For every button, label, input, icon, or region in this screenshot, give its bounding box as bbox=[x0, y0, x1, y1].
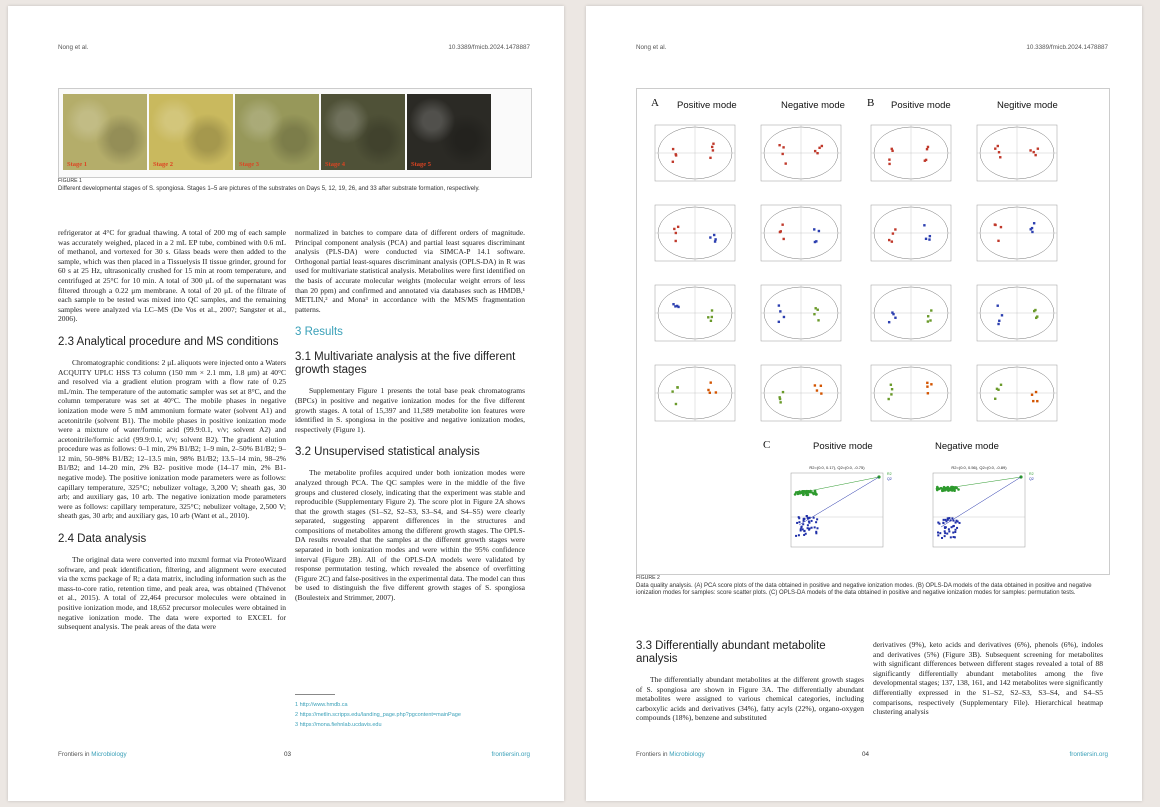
q2-point bbox=[808, 522, 810, 524]
q2-point bbox=[957, 521, 959, 523]
q2-point bbox=[944, 535, 946, 537]
footer-journal-name: Microbiology bbox=[669, 751, 705, 758]
q2-point bbox=[954, 531, 956, 533]
q2-point bbox=[950, 536, 952, 538]
q2-point bbox=[945, 519, 947, 521]
figure-label: FIGURE 2 bbox=[636, 575, 660, 581]
footnote-link[interactable]: 3 https://mona.fiehnlab.ucdavis.edu bbox=[295, 722, 382, 728]
running-header-doi: 10.3389/fmicb.2024.1478887 bbox=[448, 44, 530, 51]
q2-point bbox=[937, 531, 939, 533]
q2-point bbox=[951, 517, 953, 519]
r2-point bbox=[936, 489, 939, 492]
right-column bbox=[873, 640, 1103, 717]
legend-q2: Q2 bbox=[887, 477, 892, 481]
permutation-plot-negative bbox=[919, 461, 1039, 557]
score-plot bbox=[641, 277, 741, 351]
q2-point bbox=[955, 529, 957, 531]
right-column bbox=[295, 228, 525, 603]
score-plot bbox=[963, 277, 1063, 351]
q2-point bbox=[800, 528, 802, 530]
q2-point bbox=[816, 518, 818, 520]
panel-a-negative-title: Negative mode bbox=[781, 100, 845, 111]
section-heading: 3.3 Differentially abundant metabolite analysis bbox=[636, 640, 826, 665]
figure-label: FIGURE 1 bbox=[58, 178, 82, 184]
r2-point bbox=[943, 488, 946, 491]
q2-point bbox=[815, 532, 817, 534]
stage-4-photo bbox=[321, 94, 405, 170]
page-number: 04 bbox=[862, 751, 870, 758]
q2-point bbox=[948, 528, 950, 530]
permutation-title: R2=(0.0, 0.17), Q2=(0.0, -0.75) bbox=[809, 465, 865, 470]
panel-b-positive-title: Positive mode bbox=[891, 100, 951, 111]
r2-point bbox=[949, 489, 952, 492]
q2-point bbox=[955, 522, 957, 524]
q2-point bbox=[807, 524, 809, 526]
legend-r2: R2 bbox=[887, 472, 892, 476]
stage-label: Stage 3 bbox=[239, 161, 260, 168]
paragraph: Supplementary Figure 1 presents the total base peak chromatograms (BPCs) in positive and negative ionization modes for the five different growth stages. A total of 15,397 and 11,589 metabolite ion features were identified in S. spongiosa in the positive and negative ionization modes, respectively (Figure 1). bbox=[295, 386, 525, 434]
stage-label: Stage 1 bbox=[67, 161, 88, 168]
q2-point bbox=[946, 533, 948, 535]
q2-point bbox=[948, 517, 950, 519]
running-header-author: Nong et al. bbox=[58, 44, 89, 51]
q2-point bbox=[798, 534, 800, 536]
score-plot bbox=[857, 357, 957, 431]
stage-1-photo bbox=[63, 94, 147, 170]
section-heading-results: 3 Results bbox=[295, 326, 343, 339]
r2-point bbox=[794, 493, 797, 496]
legend-q2: Q2 bbox=[1029, 477, 1034, 481]
panel-c-positive-title: Positive mode bbox=[813, 441, 873, 452]
r2-point bbox=[815, 493, 818, 496]
q2-point bbox=[952, 532, 954, 534]
figure-caption-text: Different developmental stages of S. spongiosa. Stages 1–5 are pictures of the substrates on Days 5, 12, 19, 26, and 33 after substrate formation, respectively. bbox=[58, 185, 480, 192]
panel-c-label: C bbox=[763, 439, 771, 451]
footer-journal bbox=[58, 751, 127, 758]
q2-point bbox=[813, 517, 815, 519]
q2-point bbox=[802, 528, 804, 530]
q2-point bbox=[811, 520, 813, 522]
panel-c-negative-title: Negative mode bbox=[935, 441, 999, 452]
score-plot bbox=[747, 197, 847, 271]
score-plot bbox=[641, 197, 741, 271]
q2-point bbox=[802, 523, 804, 525]
q2-point bbox=[941, 537, 943, 539]
page-4 bbox=[586, 6, 1142, 801]
q2-point bbox=[944, 532, 946, 534]
q2-point bbox=[806, 515, 808, 517]
permutation-plot-positive bbox=[777, 461, 897, 557]
footer-site-link[interactable]: frontiersin.org bbox=[491, 751, 530, 758]
stage-label: Stage 5 bbox=[411, 161, 432, 168]
q2-point bbox=[817, 527, 819, 529]
section-heading: 3.1 Multivariate analysis at the five different growth stages bbox=[295, 351, 516, 377]
legend-r2: R2 bbox=[1029, 472, 1034, 476]
q2-point bbox=[953, 525, 955, 527]
page-number: 03 bbox=[284, 751, 292, 758]
score-plot bbox=[747, 117, 847, 191]
paragraph: The original data were converted into mzxml format via ProteoWizard software, and peak identification, filtering, and alignment were executed via the xcms package of R; a data matrix, including information such as the mass-to-core ratio, retention time, and peak area, was obtained (Thévenot et al., 2015). A total of 22,464 precursor molecules were obtained in positive ionization mode, and 18,652 precursor molecules were obtained in negative ionization mode. The data were exported to EXCEL for subsequent analysis. The peak areas of the data were bbox=[58, 555, 286, 632]
permutation-title: R2=(0.0, 0.56), Q2=(0.0, -0.89) bbox=[951, 465, 1007, 470]
q2-point bbox=[943, 519, 945, 521]
footer-site-link[interactable]: frontiersin.org bbox=[1069, 751, 1108, 758]
section-heading: 3.2 Unsupervised statistical analysis bbox=[295, 446, 480, 459]
q2-point bbox=[811, 527, 813, 529]
score-plot bbox=[963, 357, 1063, 431]
paragraph: refrigerator at 4°C for gradual thawing. A total of 200 mg of each sample was accurately weighed, placed in a 2 mL EP tube, combined with 0.6 mL of methanol, and vortexed for 30 s. Glass beads were then added to the sample, which was then placed in a Tissuelysis II tissue grinder, ground for 60 s at 25 Hz, ultrasonically crushed for 15 min at room temperature, and centrifuged at 25°C for 10 min. A total of 300 μL of the supernatant was filtered through a 0.22 μm membrane. A total of 20 μL of the filtrate of each sample to be tested was mixed into QC samples, and the remaining samples were analyzed via LC–MS (De Vos et al., 2007; Sangster et al., 2006). bbox=[58, 228, 286, 324]
r2-point bbox=[936, 486, 939, 489]
q2-point bbox=[939, 532, 941, 534]
q2-point bbox=[796, 522, 798, 524]
score-plot bbox=[857, 277, 957, 351]
r2-point bbox=[812, 493, 815, 496]
panel-a-label: A bbox=[651, 97, 659, 109]
q2-point bbox=[942, 522, 944, 524]
left-column bbox=[58, 228, 286, 632]
paragraph: The metabolite profiles acquired under both ionization modes were analyzed through PCA. The QC samples were in the middle of the five groups and clustered closely, indicating that the experiment was stable and reproducible (Supplementary Figure 2). The score plot in Figure 2A shows that the growth stages (S1–S2, S2–S3, S3–S4, and S4–S5) were clearly separated, suggesting apparent differences in the structures and compositions of metabolites among the different growth stages. The OPLS-DA results revealed that the samples at the different growth stages were separated in both ionization modes and were within the 95% confidence interval (Figure 2B). All of the OPLS-DA models were validated by response permutation testing, which revealed the absence of overfitting (Figure 2C) and false-positives in the experimental data. The model can thus be used to distinguish the five different growth stages of S. spongiosa (Boulesteix and Strimmer, 2007). bbox=[295, 468, 525, 603]
footnote-divider bbox=[295, 694, 335, 695]
q2-point bbox=[803, 518, 805, 520]
r2-point bbox=[805, 493, 808, 496]
q2-point bbox=[948, 530, 950, 532]
stage-label: Stage 4 bbox=[325, 161, 346, 168]
q2-point bbox=[807, 517, 809, 519]
stage-3-photo bbox=[235, 94, 319, 170]
paragraph: derivatives (9%), keto acids and derivatives (6%), phenols (6%), indoles and derivatives (5%) (Figure 3B). Subsequent screening for metabolites with significant differences between different stages revealed a total of 88 significantly differentially abundant metabolites among the five developmental stages; 137, 138, 161, and 142 metabolites were significantly differentially expressed in the S1–S2, S2–S3, S3–S4, and S4–S5 comparisons, respectively (Supplementary File). Hierarchical heatmap clustering analysis bbox=[873, 640, 1103, 717]
score-plot bbox=[747, 357, 847, 431]
footer-journal bbox=[636, 751, 705, 758]
q2-point bbox=[803, 534, 805, 536]
q2-point bbox=[815, 521, 817, 523]
score-plot bbox=[857, 117, 957, 191]
q2-point bbox=[956, 527, 958, 529]
figure-1-caption bbox=[58, 178, 528, 193]
q2-point bbox=[798, 517, 800, 519]
section-heading: 2.3 Analytical procedure and MS conditions bbox=[58, 335, 279, 348]
paragraph: normalized in batches to compare data of different orders of magnitude. Principal component analysis (PCA) and partial least squares discriminant analysis (PLS-DA) were conducted via SIMCA-P 14.1 software. Orthogonal partial least-squares discriminant analysis (OPLS-DA) in R was used for multivariate statistical analysis. Metabolites were first identified on the basis of accurate molecular weights (molecular weight errors of less than 20 ppm) and confirmed and annotated via databases such as HMDB,¹ METLIN,² and Mona³ in accordance with the MS/MS fragmentation patterns. bbox=[295, 228, 525, 314]
running-header-doi: 10.3389/fmicb.2024.1478887 bbox=[1026, 44, 1108, 51]
footnote-link[interactable]: 1 http://www.hmdb.ca bbox=[295, 702, 348, 708]
score-plot bbox=[963, 117, 1063, 191]
q2-point bbox=[795, 535, 797, 537]
paragraph: The differentially abundant metabolites at the different growth stages of S. spongiosa are shown in Figure 3A. The differentially abundant metabolites were assigned to various chemical categories, including carboxylic acids and derivatives (34%), fatty acyls (22%), organo-oxygen compounds (18%), benzene and substituted bbox=[636, 675, 864, 723]
r2-point bbox=[951, 488, 954, 491]
q2-point bbox=[944, 527, 946, 529]
running-header-author: Nong et al. bbox=[636, 44, 667, 51]
figure-2-caption bbox=[636, 575, 1106, 598]
figure-1 bbox=[58, 88, 532, 178]
q2-point bbox=[814, 526, 816, 528]
section-heading: 2.4 Data analysis bbox=[58, 533, 147, 546]
q2-point bbox=[944, 530, 946, 532]
footer-journal-prefix: Frontiers in bbox=[58, 751, 92, 758]
q2-point bbox=[798, 521, 800, 523]
score-plot bbox=[641, 117, 741, 191]
stage-2-photo bbox=[149, 94, 233, 170]
stage-label: Stage 2 bbox=[153, 161, 174, 168]
paragraph: Chromatographic conditions: 2 μL aliquots were injected onto a Waters ACQUITY UPLC HSS T3 column (150 mm × 2.1 mm, 1.8 μm) at 40°C and resolved via a gradient elution program with a flow rate of 0.25 mL/min. The temperature of the automatic sampler was set at 8°C, and the column temperature was set at 40°C. The mobile phases in negative ionization mode were 5 mM ammonium formate water (solvent A1) and acetonitrile (solvent B1). The mobile phases in positive ionization mode were a mixture of water/formic acid (99.9:0.1, v/v; solvent A2) and acetonitrile/formic acid (99.9:0.1, v/v; solvent B2). The gradient elution procedure was as follows: 0–1 min, 2% B1/B2; 1–9 min, 2–50% B1/B2; 9–12 min, 50–98% B1/B2; 12–13.5 min, 98% B1/B2; 13.5–14 min, 98–2% B1/B2; and 14–20 min, 2% B2- positive mode (14–17 min, 2% B1-negative mode). The positive ionization mode parameters were as follows: capillary temperature, 325°C; nebulizer voltage, 3,200 V; sheath gas, 30 arb; and auxiliary gas, 10 arb. The negative ionization mode parameters were as follows: capillary temperature, 325°C; nebulizer voltage, 2,500 V; sheath gas, 30 arb; and auxiliary gas, 10 arb (Want et al., 2010). bbox=[58, 357, 286, 521]
q2-point bbox=[808, 529, 810, 531]
panel-a-positive-title: Positive mode bbox=[677, 100, 737, 111]
q2-point bbox=[959, 522, 961, 524]
footer-journal-name: Microbiology bbox=[91, 751, 127, 758]
score-plot bbox=[641, 357, 741, 431]
score-plot bbox=[963, 197, 1063, 271]
figure-caption-text: Data quality analysis. (A) PCA score plots of the data obtained in positive and negative ionization modes. (B) OPLS-DA models of the data obtained in positive and negative ionization modes for samples: score scatter plots. (C) OPLS-DA models of the data obtained in positive and negative ionization modes for samples: permutation tests. bbox=[636, 582, 1092, 596]
footnote-link[interactable]: 2 https://metlin.scripps.edu/landing_page.php?pgcontent=mainPage bbox=[295, 712, 461, 718]
page-3 bbox=[8, 6, 564, 801]
panel-b-negative-title: Negitive mode bbox=[997, 100, 1058, 111]
left-column bbox=[636, 640, 864, 723]
figure-2 bbox=[636, 88, 1110, 575]
footer-journal-prefix: Frontiers in bbox=[636, 751, 670, 758]
score-plot bbox=[857, 197, 957, 271]
q2-point bbox=[947, 519, 949, 521]
score-plot bbox=[747, 277, 847, 351]
stage-5-photo bbox=[407, 94, 491, 170]
r2-point bbox=[797, 491, 800, 494]
q2-point bbox=[801, 526, 803, 528]
panel-b-label: B bbox=[867, 97, 875, 109]
q2-point bbox=[937, 534, 939, 536]
q2-point bbox=[953, 536, 955, 538]
q2-point bbox=[937, 522, 939, 524]
